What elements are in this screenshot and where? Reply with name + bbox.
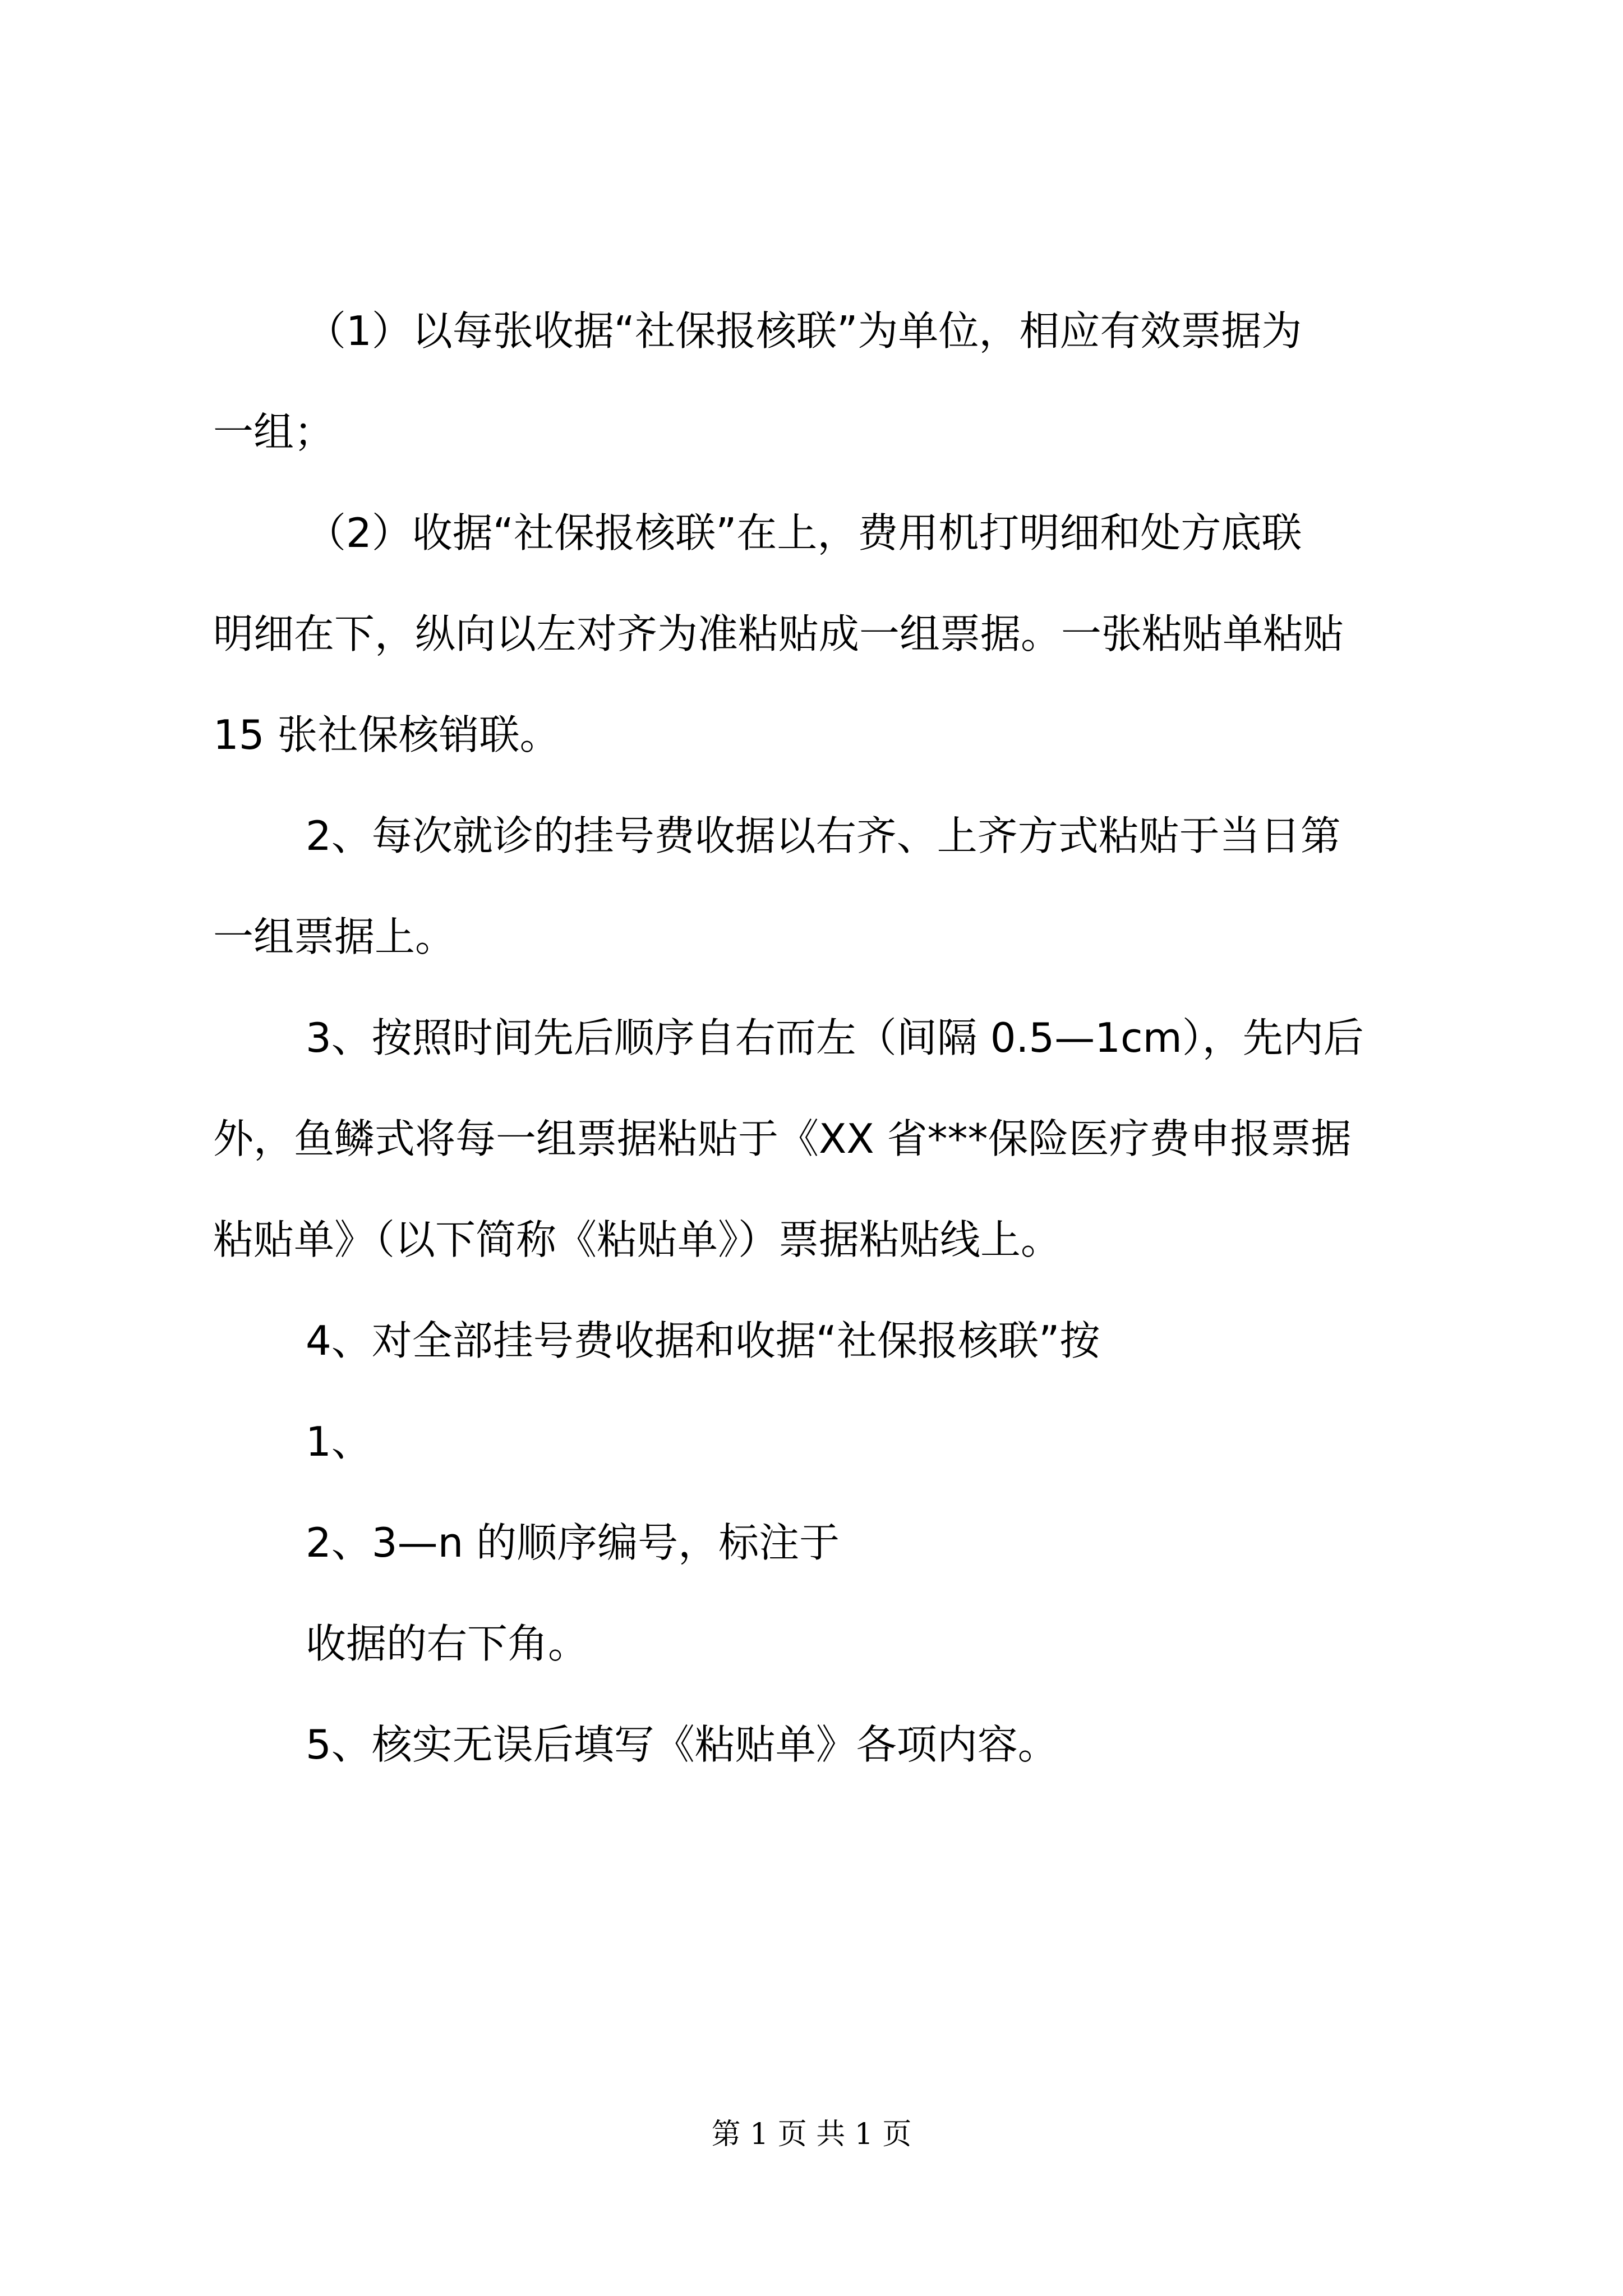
paragraph-step-3: [213, 987, 1413, 1290]
text-line: 一组票据上。: [213, 913, 456, 960]
text-line: 外，鱼鳞式将每一组票据粘贴于《XX 省***保险医疗费申报票据: [213, 1115, 1352, 1162]
text-line: 粘贴单》（以下简称《粘贴单》）票据粘贴线上。: [213, 1216, 1062, 1263]
text-line: 1、: [306, 1418, 372, 1465]
paragraph-item-1: [213, 280, 1413, 482]
paragraph-step-4: [213, 1290, 1413, 1694]
text-line: 5、核实无误后填写《粘贴单》各项内容。: [306, 1721, 1058, 1768]
text-line: 3、按照时间先后顺序自右而左（间隔 0.5—1cm），先内后: [306, 1014, 1364, 1061]
paragraph-step-2: [213, 785, 1413, 987]
text-line: 2、3—n 的顺序编号，标注于: [306, 1519, 840, 1566]
text-line: （1）以每张收据“社保报核联”为单位，相应有效票据为: [306, 307, 1302, 355]
text-line: 15 张社保核销联。: [213, 711, 560, 758]
text-line: 2、每次就诊的挂号费收据以右齐、上齐方式粘贴于当日第: [306, 812, 1341, 859]
paragraph-step-5: [213, 1694, 1413, 1795]
text-line: 一组；: [213, 408, 335, 455]
text-line: （2）收据“社保报核联”在上，费用机打明细和处方底联: [306, 509, 1302, 556]
paragraph-item-2: [213, 482, 1413, 785]
page-footer: 第 1 页 共 1 页: [711, 2118, 912, 2151]
text-line: 明细在下，纵向以左对齐为准粘贴成一组票据。一张粘贴单粘贴: [213, 610, 1344, 657]
document-body: [213, 280, 1413, 1795]
text-line: 4、对全部挂号费收据和收据“社保报核联”按: [306, 1317, 1100, 1364]
text-line: 收据的右下角。: [306, 1620, 589, 1667]
